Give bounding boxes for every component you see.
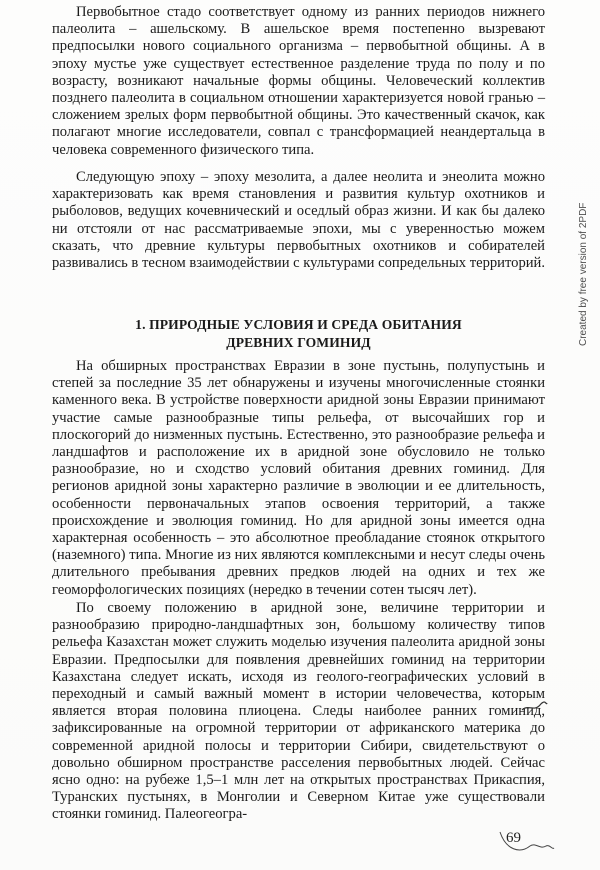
watermark-text: Created by free version of 2PDF: [578, 202, 589, 346]
paragraph-text: На обширных пространствах Евразии в зоне пустынь, полупустынь и степей за последние 35 лет обнаружены и изучены многочисленные стоянки каменного века. В устройстве поверхности аридной зоны Евразии принимают участие самые разнообразные типы рельефа, от высочайших гор и плоскогорий до низменных пустынь. Естественно, это разнообразие рельефа и ландшафтов и расположение их в аридной зоне обусловило не только разнообразие, но и сходство условий обитания древних гоминид. Для регионов аридной зоны характерно различие в эволюции и ее длительность, особенности первоначальных этапов освоения территорий, а также происхождение и эволюция гоминид. Но для аридной зоны имеется одна характерная особенность – это абсолютное преобладание стоянок открытого (наземного) типа. Многие из них являются комплексными и несут следы очень длительного пребывания древних предков людей на одних и тех же геоморфологических позициях (нередко в течении сотен тысяч лет).: [52, 358, 545, 598]
paragraph-text: Первобытное стадо соответствует одному из ранних периодов нижнего палеолита – ашельскому. В ашельское время постепенно вызревают предпосылки нового социального организма – первобытной общины. А в эпоху мустье уже существует естественное разделение труда по полу и по возрасту, возникают начальные формы общины. Человеческий коллектив позднего палеолита в социальном отношении характеризуется новой гранью – сложением зрелых форм первобытной общины. Это качественный скачок, как полагают многие исследователи, совпал с трансформацией неандертальца в человека современного физического типа.: [52, 4, 545, 158]
paragraph-third: [52, 358, 545, 599]
watermark: [578, 202, 600, 346]
paragraph-text: По своему положению в аридной зоне, величине территории и разнообразию природно-ландшафтных зон, большому количеству типов рельефа Казахстан может служить моделью изучения палеолита аридной зоны Евразии. Предпосылки для появления древнейших гоминид на территории Казахстана следует искать, исходя из геолого-географических условий в переходный и самый важный момент в истории человечества, которым является вторая половина плиоцена. Следы наиболее ранних гоминид, зафиксированные на огромной территории от африканского материка до современной аридной полосы и территории Сибири, свидетельствуют о довольно обширном пространстве расселения первобытных людей. Сейчас ясно одно: на рубеже 1,5–1 млн лет на открытых пространствах Прикаспия, Туранских пустынях, в Монголии и Северном Китае уже существовали стоянки гоминид. Палеогеогра-: [52, 600, 545, 823]
paragraph-second: [52, 169, 545, 272]
section-heading: [52, 316, 545, 352]
section-heading-line-2: ДРЕВНИХ ГОМИНИД: [226, 335, 371, 350]
page-number: 69: [506, 830, 521, 846]
pen-mark-icon: [520, 700, 548, 714]
paragraph-first: [52, 4, 545, 159]
paragraph-text: Следующую эпоху – эпоху мезолита, а далее неолита и энеолита можно характеризовать как время становления и развития культур охотников и рыболовов, ведущих кочевнический и оседлый образ жизни. И как бы далеко ни отстояли от нас рассматриваемые эпохи, мы с уверенностью можем сказать, что древние культуры первобытных охотников и собирателей развивались в тесном взаимодействии с культурами сопредельных территорий.: [52, 169, 546, 272]
handwritten-scribble-icon: [496, 820, 556, 860]
paragraph-fourth: [52, 600, 545, 824]
section-heading-line-1: 1. ПРИРОДНЫЕ УСЛОВИЯ И СРЕДА ОБИТАНИЯ: [135, 317, 462, 332]
